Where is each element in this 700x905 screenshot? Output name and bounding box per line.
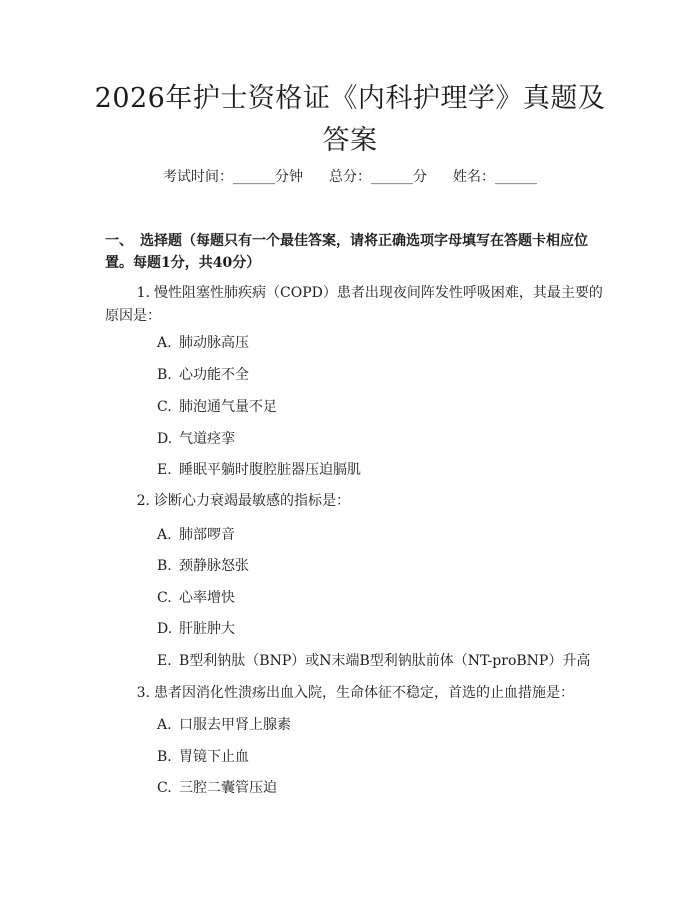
exam-time-label: 考试时间： (163, 169, 233, 185)
option-letter: B. (157, 558, 172, 574)
option-letter: E. (157, 653, 172, 669)
option-2a (157, 524, 607, 546)
option-2c (157, 587, 607, 609)
option-3b (157, 746, 607, 768)
question-number: 1. (136, 285, 150, 301)
option-text: 肝脏肿大 (179, 621, 235, 637)
option-1a (157, 332, 607, 354)
total-score-label: 总分： (329, 169, 371, 185)
option-letter: A. (157, 527, 172, 543)
option-1e (157, 459, 607, 481)
question-3 (105, 682, 610, 705)
option-letter: B. (157, 749, 172, 765)
total-score-unit: 分 (413, 169, 427, 185)
option-text: 心功能不全 (179, 367, 249, 383)
name-blank: ______ (495, 169, 537, 185)
option-letter: C. (157, 590, 172, 606)
question-text: 患者因消化性溃疡出血入院，生命体征不稳定，首选的止血措施是： (154, 685, 574, 701)
option-2e (157, 650, 607, 672)
option-letter: B. (157, 367, 172, 383)
section-number: 一、 (105, 233, 133, 249)
option-letter: A. (157, 335, 172, 351)
option-1b (157, 364, 607, 386)
question-text: 诊断心力衰竭最敏感的指标是： (154, 493, 350, 509)
option-text: 三腔二囊管压迫 (179, 780, 277, 796)
section-heading (105, 230, 610, 274)
option-letter: D. (157, 431, 173, 447)
option-text: 颈静脉怒张 (179, 558, 249, 574)
section-text: 选择题（每题只有一个最佳答案，请将正确选项字母填写在答题卡相应位置。每题1分，共40分） (105, 233, 588, 271)
exam-info-line (0, 166, 700, 188)
question-2 (105, 490, 610, 513)
option-text: 心率增快 (179, 590, 235, 606)
option-letter: C. (157, 399, 172, 415)
option-1d (157, 428, 607, 450)
option-letter: A. (157, 717, 172, 733)
option-letter: C. (157, 780, 172, 796)
document-title: 2026年护士资格证《内科护理学》真题及答案 (94, 83, 606, 156)
option-text: 睡眠平躺时腹腔脏器压迫膈肌 (179, 462, 361, 478)
option-1c (157, 396, 607, 418)
exam-time-unit: 分钟 (275, 169, 303, 185)
exam-time-blank: ______ (233, 169, 275, 185)
question-number: 3. (136, 685, 150, 701)
option-text: 胃镜下止血 (179, 749, 249, 765)
option-3a (157, 714, 607, 736)
option-text: B型利钠肽（BNP）或N末端B型利钠肽前体（NT-proBNP）升高 (179, 653, 591, 669)
name-label: 姓名： (453, 169, 495, 185)
option-letter: D. (157, 621, 173, 637)
total-score-blank: ______ (371, 169, 413, 185)
option-text: 肺动脉高压 (179, 335, 249, 351)
option-text: 口服去甲肾上腺素 (179, 717, 291, 733)
question-number: 2. (136, 493, 150, 509)
option-text: 气道痉挛 (179, 431, 235, 447)
option-2d (157, 618, 607, 640)
question-text: 慢性阻塞性肺疾病（COPD）患者出现夜间阵发性呼吸困难，其最主要的原因是： (105, 285, 603, 324)
option-text: 肺泡通气量不足 (179, 399, 277, 415)
option-letter: E. (157, 462, 172, 478)
question-1 (105, 282, 610, 328)
option-2b (157, 555, 607, 577)
option-text: 肺部啰音 (179, 527, 235, 543)
option-3c (157, 777, 607, 799)
